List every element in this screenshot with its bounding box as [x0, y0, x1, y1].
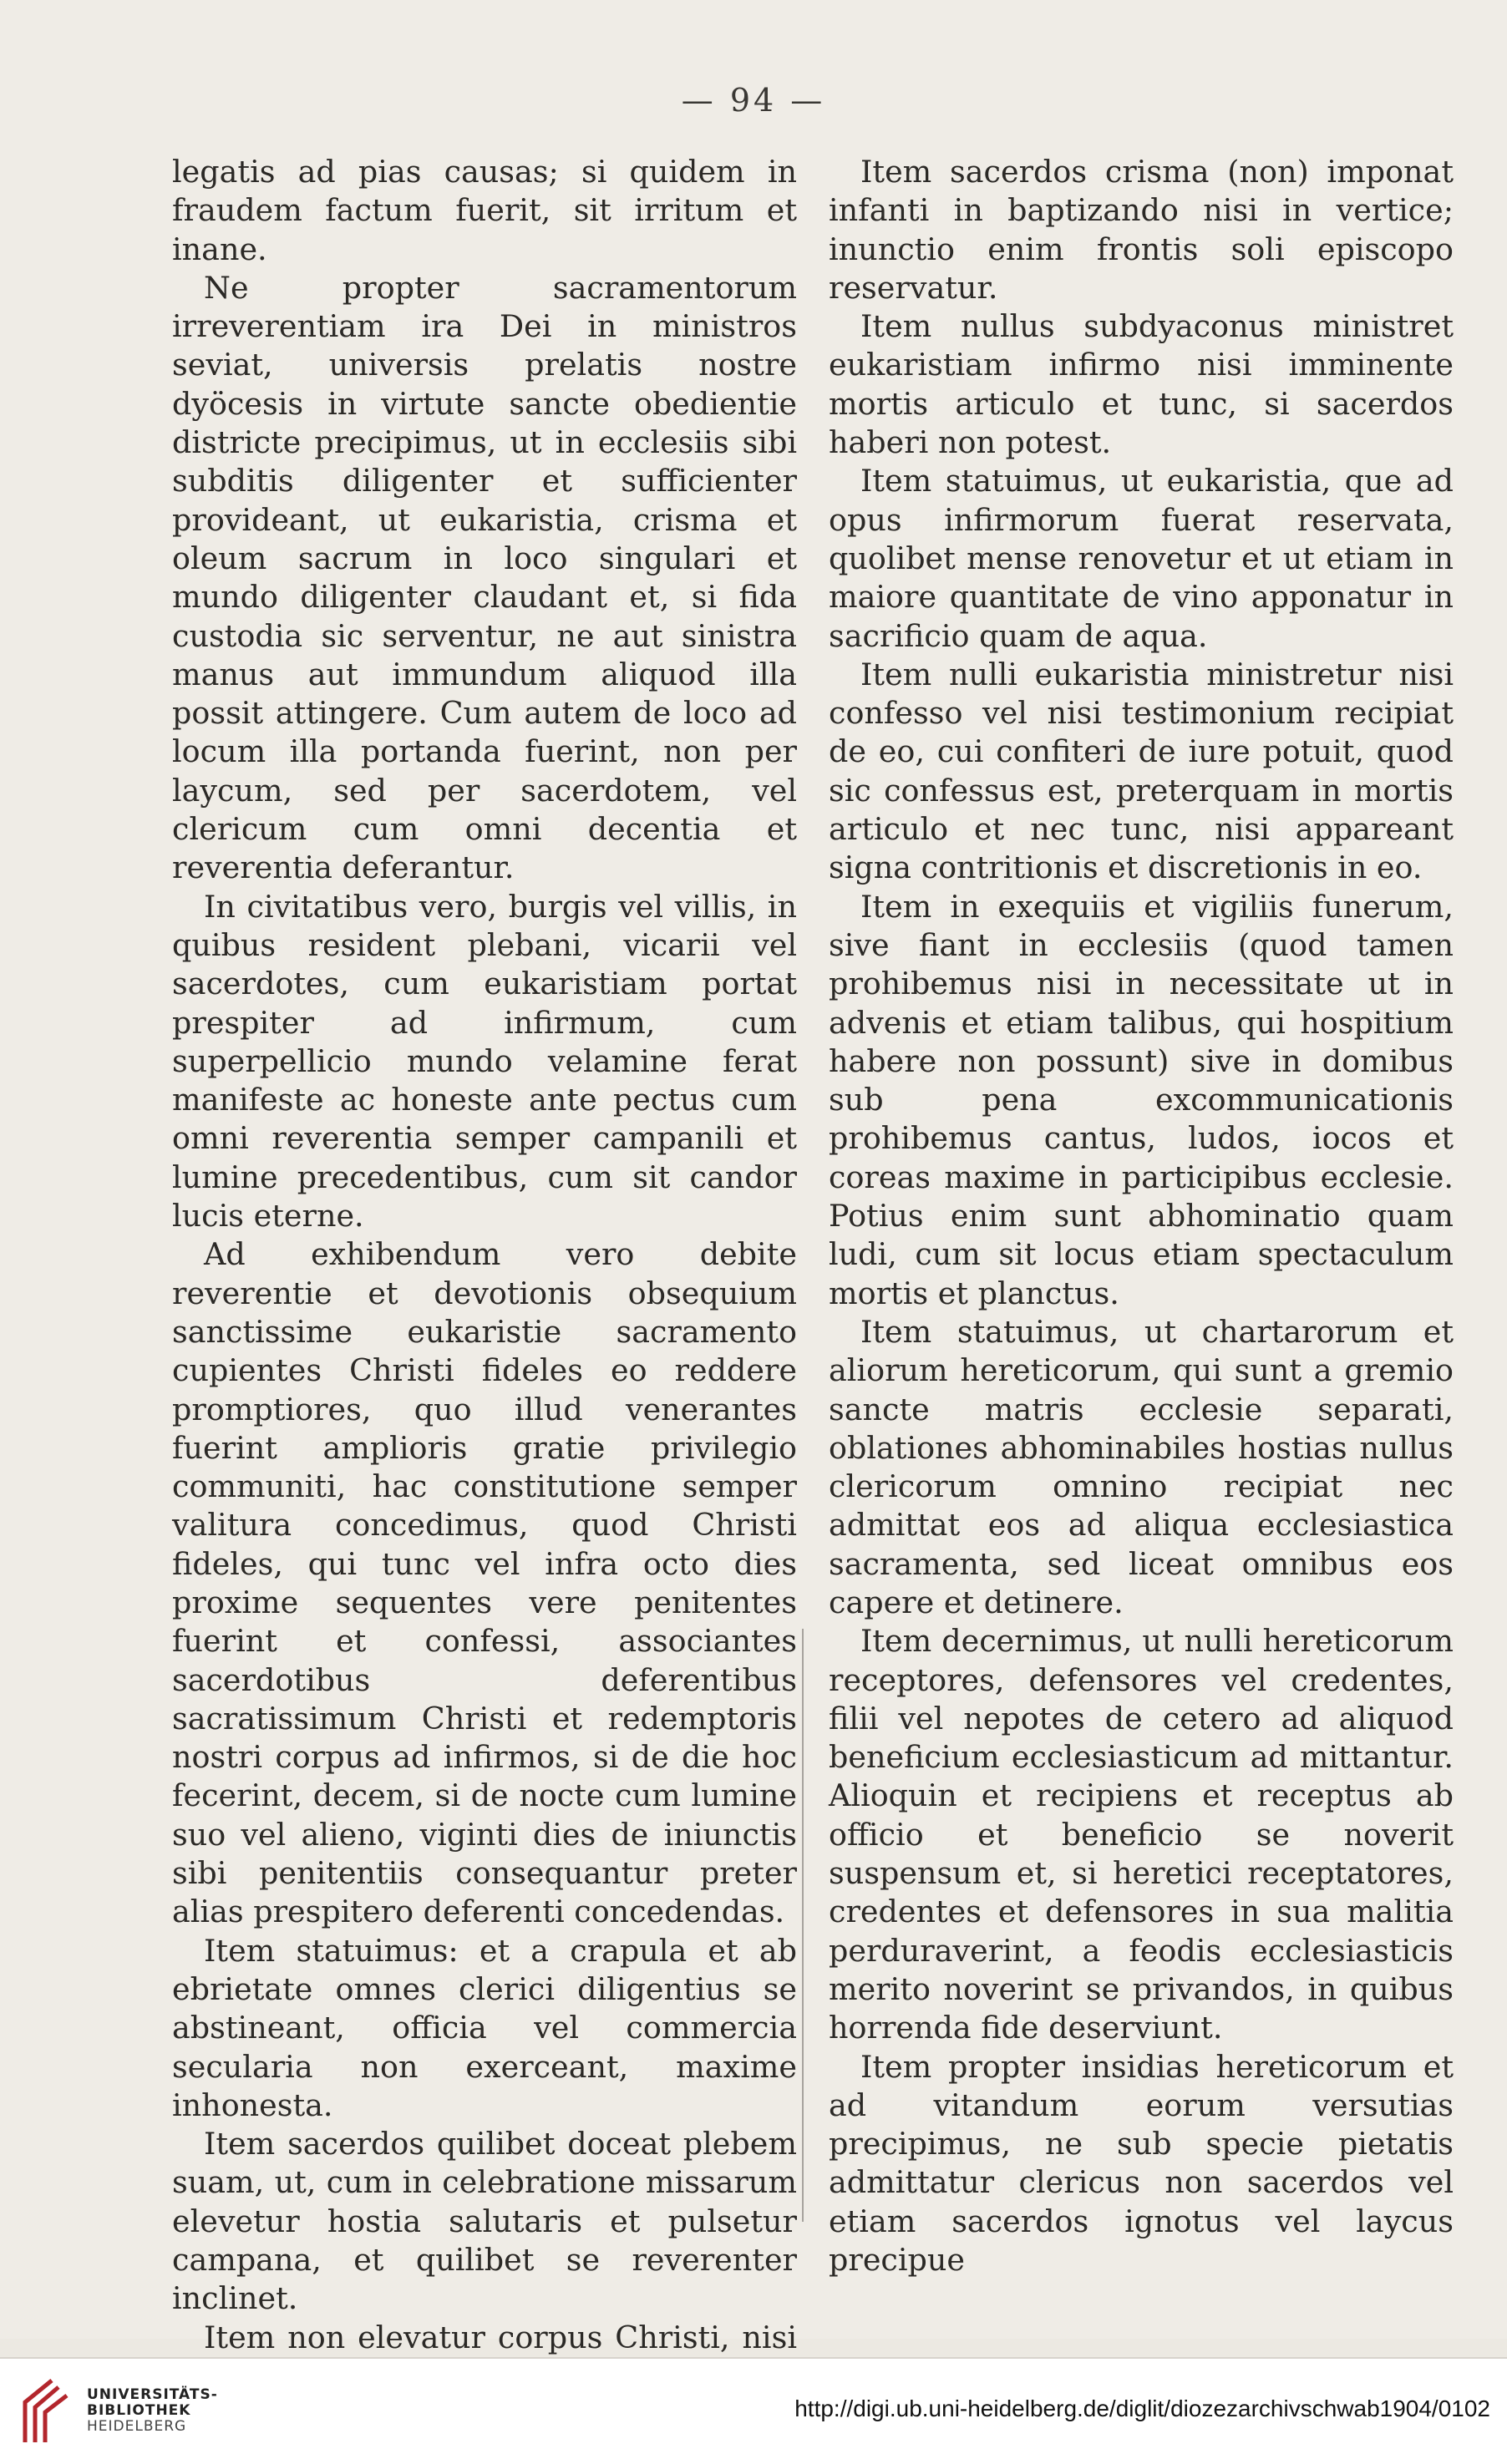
- paragraph: Item decernimus, ut nulli hereticorum receptores, defensores vel credentes, filii vel nepotes de cetero ad aliquod beneficium ecclesiasticum ad mittantur. Alioquin et recipiens et receptus ab officio et beneficio se noverit suspensum et, si heretici receptatores, credentes et defensores in sua malitia perduraverint, a feodis ecclesiasticis merito noverint se privandos, in quibus horrenda fide deserviunt.: [829, 1623, 1454, 2046]
- paragraph: Item propter insidias hereticorum et ad vitandum eorum versutias precipimus, ne sub specie pietatis admittatur clericus non sacerdos vel etiam sacerdos ignotus vel laycus precipue: [829, 2048, 1454, 2279]
- left-column: [172, 153, 797, 2435]
- paragraph: Item in exequiis et vigiliis funerum, sive fiant in ecclesiis (quod tamen prohibemus nisi in necessitate ut in advenis et etiam talibus, qui hospitium habere non possunt) sive in domibus sub pena excommunicationis prohibemus cantus, ludos, iocos et coreas maxime in participibus ecclesie. Potius enim sunt abhominatio quam ludi, cum sit locus etiam spectaculum mortis et planctus.: [829, 888, 1454, 1311]
- library-name: [87, 2387, 218, 2435]
- paragraph: Item nullus subdyaconus ministret eukaristiam infirmo nisi imminente mortis articulo et tunc, si sacerdos haberi non potest.: [829, 308, 1454, 461]
- source-url-link[interactable]: http://digi.ub.uni-heidelberg.de/diglit/diozezarchivschwab1904/0102: [794, 2396, 1490, 2421]
- footer-bar: [0, 2357, 1507, 2464]
- page-number: — 94 —: [681, 82, 826, 119]
- library-logo-icon: [18, 2377, 77, 2444]
- paragraph: Item sacerdos quilibet doceat plebem suam, ut, cum in celebratione missarum elevetur hostia salutaris et pulsetur campana, et quilibet se reverenter inclinet.: [172, 2126, 797, 2317]
- paragraph: In civitatibus vero, burgis vel villis, in quibus resident plebani, vicarii vel sacerdotes, cum eukaristiam portat prespiter ad infirmum, cum superpellicio mundo velamine ferat manifeste ac honeste ante pectus cum omni reverentia semper campanili et lumine precedentibus, cum sit candor lucis eterne.: [172, 888, 797, 1235]
- paragraph: Item statuimus, ut eukaristia, que ad opus infirmorum fuerat reservata, quolibet mense renovetur et ut etiam in maiore quantitate de vino apponatur in sacrificio quam de aqua.: [829, 463, 1454, 654]
- paragraph: Item non elevatur corpus Christi, nisi: [204, 2319, 797, 2355]
- library-line-3: HEIDELBERG: [87, 2418, 187, 2435]
- paragraph: Item statuimus: et a crapula et ab ebrietate omnes clerici diligentius se abstineant, officia vel commercia secularia non exerceant, maxime inhonesta.: [172, 1932, 797, 2123]
- library-line-2: BIBLIOTHEK: [87, 2402, 191, 2419]
- library-line-1: UNIVERSITÄTS-: [87, 2386, 218, 2403]
- paragraph: Ne propter sacramentorum irreverentiam ira Dei in ministros seviat, universis prelatis nostre dyöcesis in virtute sancte obedientie districte precipimus, ut in ecclesiis sibi subditis diligenter et sufficienter provideant, ut eukaristia, crisma et oleum sacrum in loco singulari et mundo diligenter claudant et, si fida custodia sic serventur, ne aut sinistra manus aut immundum aliquod illa possit attingere. Cum autem de loco ad locum illa portanda fuerint, non per laycum, sed per sacerdotem, vel clericum cum omni decentia et reverentia deferantur.: [172, 269, 797, 886]
- column-divider: [802, 1629, 804, 2222]
- paragraph: Ad exhibendum vero debite reverentie et devotionis obsequium sanctissime eukaristie sacramento cupientes Christi fideles eo reddere promptiores, quo illud venerantes fuerint amplioris gratie privilegio communiti, hac constitutione semper valitura concedimus, quod Christi fideles, qui tunc vel infra octo dies proxime sequentes vere penitentes fuerint et confessi, associantes sacerdotibus deferentibus sacratissimum Christi et redemptoris nostri corpus ad infirmos, si de die hoc fecerint, decem, si de nocte cum lumine suo vel alieno, viginti dies de iniunctis sibi penitentiis consequantur preter alias prespitero deferenti concedendas.: [172, 1236, 797, 1930]
- right-column: [829, 153, 1454, 2279]
- paragraph: Item statuimus, ut chartarorum et aliorum hereticorum, qui sunt a gremio sancte matris ecclesie separati, oblationes abhominabiles hostias nullus clericorum omnino recipiat nec admittat eos ad aliqua ecclesiastica sacramenta, sed liceat omnibus eos capere et detinere.: [829, 1313, 1454, 1620]
- paragraph: Item sacerdos crisma (non) imponat infanti in baptizando nisi in vertice; inunctio enim frontis soli episcopo reservatur.: [829, 154, 1454, 306]
- paragraph: legatis ad pias causas; si quidem in fraudem factum fuerit, sit irritum et inane.: [172, 154, 797, 267]
- paragraph: Item nulli eukaristia ministretur nisi confesso vel nisi testimonium recipiat de eo, cui confiteri de iure potuit, quod sic confessus est, preterquam in mortis articulo et nec tunc, nisi appareant signa contritionis et discretionis in eo.: [829, 656, 1454, 886]
